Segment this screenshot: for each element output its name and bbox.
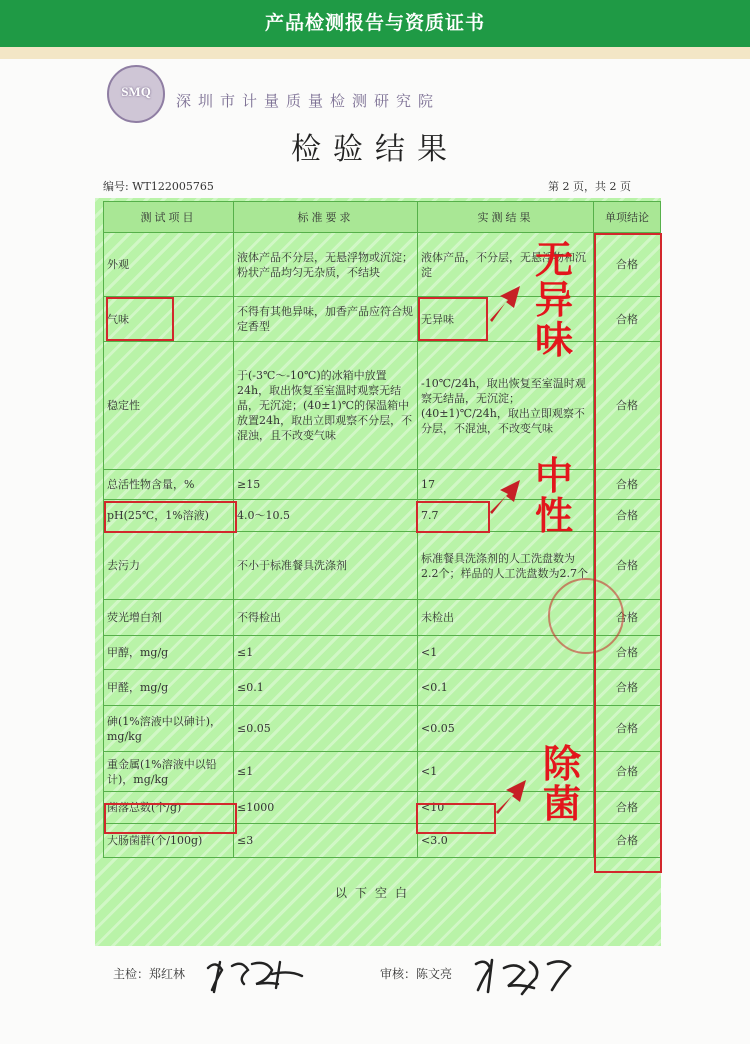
highlight-ph-item bbox=[104, 501, 237, 533]
inspector-label: 主检：郑红林 bbox=[113, 967, 186, 981]
verdict-cell: 合格 bbox=[594, 752, 661, 792]
verdict-cell: 合格 bbox=[594, 470, 661, 500]
test-item-cell: 外观 bbox=[104, 233, 234, 297]
verdict-cell: 合格 bbox=[594, 670, 661, 706]
verdict-cell: 合格 bbox=[594, 342, 661, 470]
highlight-odor-item bbox=[106, 297, 174, 341]
banner-stripe bbox=[0, 47, 750, 59]
verdict-cell: 合格 bbox=[594, 600, 661, 636]
highlight-ph-result bbox=[416, 501, 490, 533]
page-count: 第 2 页，共 2 页 bbox=[548, 180, 631, 193]
column-header: 实测结果 bbox=[418, 202, 594, 233]
standard-cell: 4.0～10.5 bbox=[234, 500, 418, 532]
standard-cell: ≤1 bbox=[234, 752, 418, 792]
highlight-odor-result bbox=[418, 297, 488, 341]
standard-cell: 不得有其他异味，加香产品应符合规定香型 bbox=[234, 297, 418, 342]
result-cell: <1 bbox=[418, 752, 594, 792]
test-item-cell: 去污力 bbox=[104, 532, 234, 600]
column-header: 测试项目 bbox=[104, 202, 234, 233]
test-item-cell: 菌落总数(个/g) bbox=[104, 792, 234, 824]
report-number: 编号: WT122005765 bbox=[103, 180, 214, 193]
test-item-cell: 气味 bbox=[104, 297, 234, 342]
column-header: 标准要求 bbox=[234, 202, 418, 233]
test-item-cell: 甲醛，mg/g bbox=[104, 670, 234, 706]
highlight-bacteria-result bbox=[416, 803, 496, 834]
result-cell: <0.05 bbox=[418, 706, 594, 752]
reviewer-label: 审核：陈文亮 bbox=[380, 967, 453, 981]
verdict-cell: 合格 bbox=[594, 500, 661, 532]
result-cell: -10℃/24h，取出恢复至室温时观察无结晶，无沉淀；(40±1)℃/24h，取出立即观察不分层，不混浊，不改变气味 bbox=[418, 342, 594, 470]
test-item-cell: 砷(1%溶液中以砷计)，mg/kg bbox=[104, 706, 234, 752]
verdict-cell: 合格 bbox=[594, 706, 661, 752]
annotation-no-odor: 无异味 bbox=[534, 238, 573, 362]
standard-cell: ≤0.1 bbox=[234, 670, 418, 706]
column-header: 单项结论 bbox=[594, 202, 661, 233]
page-banner: 产品检测报告与资质证书 bbox=[0, 0, 750, 47]
verdict-cell: 合格 bbox=[594, 824, 661, 858]
table-row bbox=[104, 297, 661, 342]
report-title: 检验结果 bbox=[291, 132, 459, 167]
institute-logo bbox=[107, 65, 165, 123]
verdict-cell: 合格 bbox=[594, 233, 661, 297]
result-cell: <3.0 bbox=[418, 824, 594, 858]
test-item-cell: 荧光增白剂 bbox=[104, 600, 234, 636]
result-cell: 液体产品，不分层，无悬浮物和沉淀 bbox=[418, 233, 594, 297]
table-row bbox=[104, 233, 661, 297]
verdict-cell: 合格 bbox=[594, 792, 661, 824]
result-cell: <1 bbox=[418, 636, 594, 670]
verdict-cell: 合格 bbox=[594, 297, 661, 342]
verdict-cell: 合格 bbox=[594, 532, 661, 600]
standard-cell: ≤3 bbox=[234, 824, 418, 858]
table-header-row bbox=[104, 202, 661, 233]
standard-cell: 不小于标准餐具洗涤剂 bbox=[234, 532, 418, 600]
test-item-cell: pH(25℃，1%溶液) bbox=[104, 500, 234, 532]
highlight-bacteria-item bbox=[104, 803, 237, 834]
standard-cell: ≤0.05 bbox=[234, 706, 418, 752]
table-row bbox=[104, 470, 661, 500]
result-cell: 无异味 bbox=[418, 297, 594, 342]
standard-cell: 不得检出 bbox=[234, 600, 418, 636]
standard-cell: 液体产品不分层，无悬浮物或沉淀；粉状产品均匀无杂质，不结块 bbox=[234, 233, 418, 297]
test-item-cell: 甲醇，mg/g bbox=[104, 636, 234, 670]
annotation-neutral: 中性 bbox=[534, 454, 573, 538]
test-item-cell: 大肠菌群(个/100g) bbox=[104, 824, 234, 858]
result-cell: 7.7 bbox=[418, 500, 594, 532]
annotation-antibacterial: 除菌 bbox=[542, 742, 581, 826]
table-row bbox=[104, 670, 661, 706]
standard-cell: ≤1000 bbox=[234, 792, 418, 824]
table-row bbox=[104, 342, 661, 470]
test-item-cell: 稳定性 bbox=[104, 342, 234, 470]
result-cell: 标准餐具洗涤剂的人工洗盘数为2.2个；样品的人工洗盘数为2.7个 bbox=[418, 532, 594, 600]
result-cell: <10 bbox=[418, 792, 594, 824]
test-item-cell: 总活性物含量，% bbox=[104, 470, 234, 500]
standard-cell: 于(-3℃～-10℃)的冰箱中放置24h，取出恢复至室温时观察无结晶，无沉淀；(40±1)℃的保温箱中放置24h，取出立即观察不分层，不混浊，且不改变气味 bbox=[234, 342, 418, 470]
standard-cell: ≤1 bbox=[234, 636, 418, 670]
result-cell: <0.1 bbox=[418, 670, 594, 706]
result-cell: 17 bbox=[418, 470, 594, 500]
verdict-cell: 合格 bbox=[594, 636, 661, 670]
institute-name: 深圳市计量质量检测研究院 bbox=[176, 92, 441, 110]
result-cell: 未检出 bbox=[418, 600, 594, 636]
end-of-table-note: 以下空白 bbox=[334, 886, 415, 900]
highlight-verdict-column bbox=[594, 233, 662, 873]
logo-text: SMQ bbox=[121, 84, 151, 99]
standard-cell: ≥15 bbox=[234, 470, 418, 500]
test-item-cell: 重金属(1%溶液中以铅计)，mg/kg bbox=[104, 752, 234, 792]
